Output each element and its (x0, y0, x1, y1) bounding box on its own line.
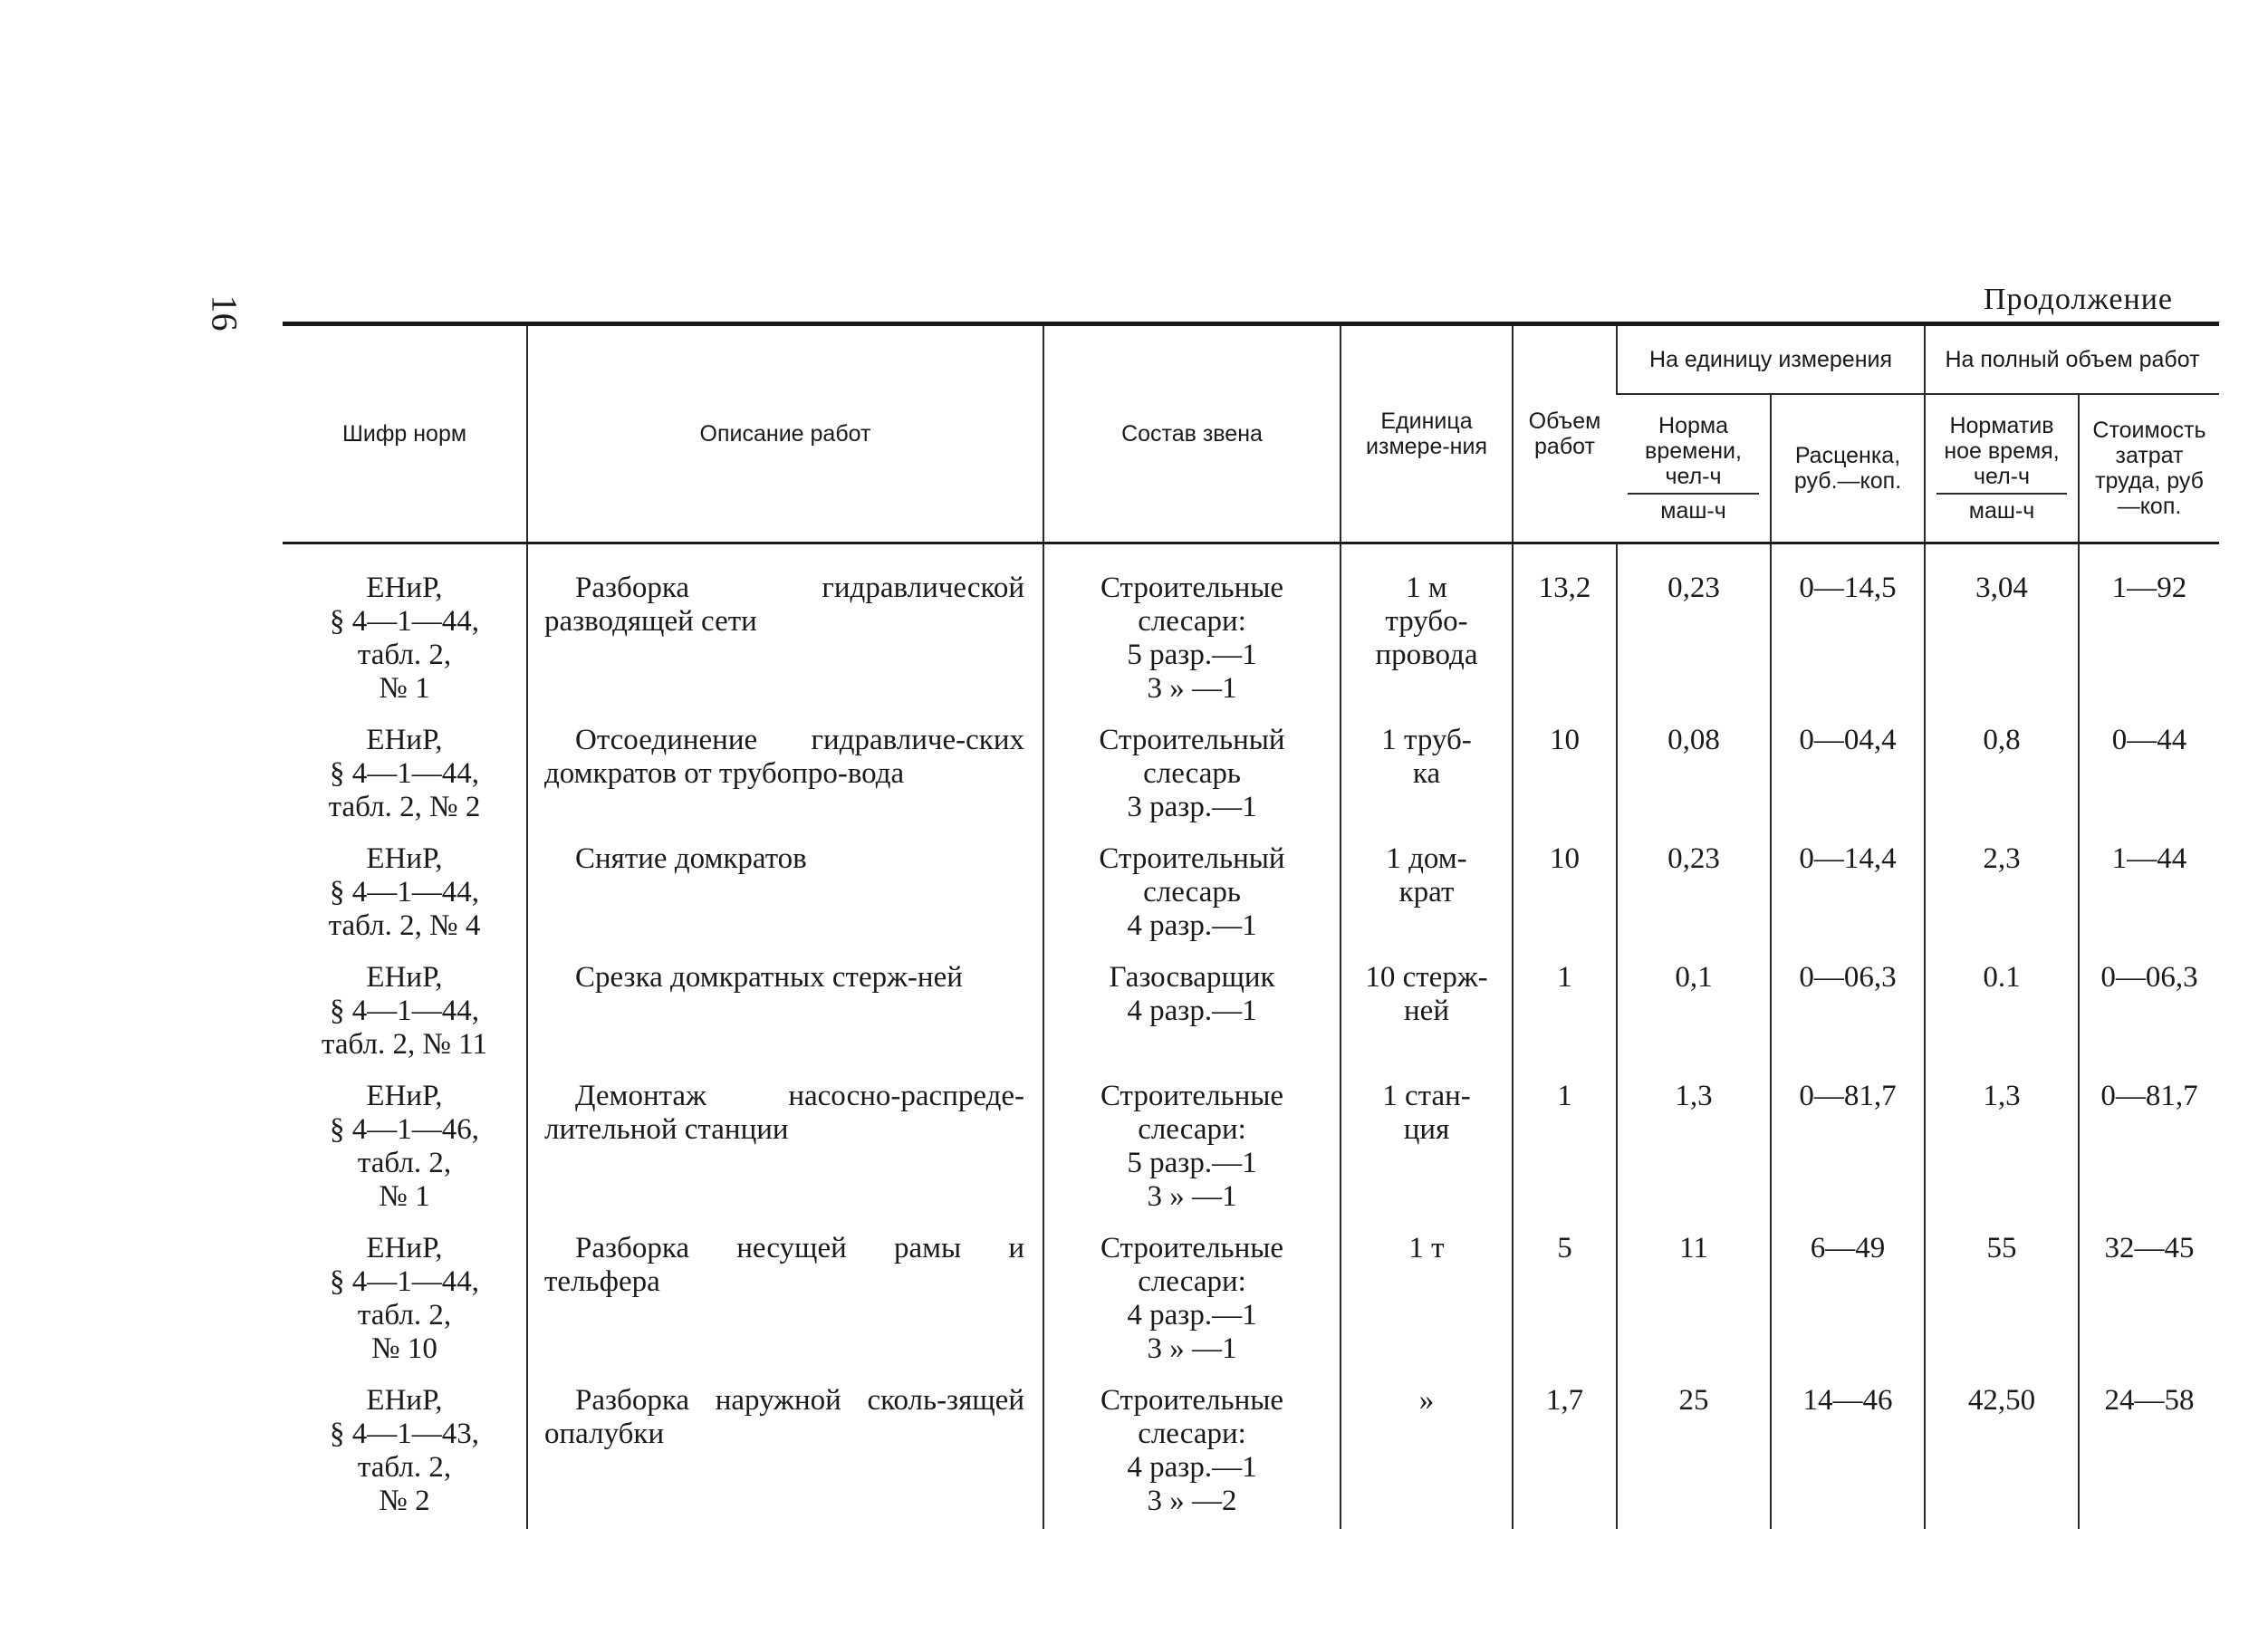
cell-norm-time: 25 (1617, 1377, 1771, 1529)
header-total-time (1925, 394, 2079, 543)
cell-volume: 1,7 (1513, 1377, 1617, 1529)
cell-price: 0—81,7 (1771, 1072, 1925, 1225)
table-row (283, 1377, 2219, 1529)
norms-table-container (283, 322, 2219, 1529)
cell-code: ЕНиР, § 4—1—44, табл. 2, № 10 (330, 1232, 479, 1365)
table-row (283, 1072, 2219, 1225)
cell-total-time: 0,8 (1925, 716, 2079, 835)
cell-volume: 10 (1513, 716, 1617, 835)
cell-norm-time: 0,23 (1617, 543, 1771, 717)
cell-unit: 1 м трубо- провода (1341, 543, 1513, 717)
cell-norm-time: 1,3 (1617, 1072, 1771, 1225)
cell-unit: » (1341, 1377, 1513, 1529)
cell-volume: 5 (1513, 1225, 1617, 1377)
cell-description-text: Отсоединение гидравличе-ских домкратов от трубопро-вода (544, 724, 1024, 790)
cell-unit: 1 труб- ка (1341, 716, 1513, 835)
cell-description (527, 954, 1043, 1072)
cell-total-time: 3,04 (1925, 543, 2079, 717)
cell-total-time: 0.1 (1925, 954, 2079, 1072)
cell-unit: 1 дом- крат (1341, 835, 1513, 954)
cell-volume: 13,2 (1513, 543, 1617, 717)
cell-description (527, 835, 1043, 954)
cell-description-text: Снятие домкратов (575, 842, 807, 875)
cell-description-text: Срезка домкратных стерж-ней (575, 961, 963, 994)
cell-crew: Строительный слесарь 4 разр.—1 (1043, 835, 1341, 954)
cell-total-cost: 24—58 (2079, 1377, 2219, 1529)
table-header (283, 324, 2219, 543)
header-total-group: На полный объем работ (1925, 324, 2219, 395)
cell-volume: 1 (1513, 1072, 1617, 1225)
cell-crew: Газосварщик 4 разр.—1 (1043, 954, 1341, 1072)
cell-price: 0—04,4 (1771, 716, 1925, 835)
header-volume: Объем работ (1513, 324, 1617, 543)
cell-unit: 1 стан- ция (1341, 1072, 1513, 1225)
cell-code: ЕНиР, § 4—1—44, табл. 2, № 4 (328, 842, 481, 942)
header-total-time-top: Норматив ное время, чел-ч (1936, 413, 2067, 495)
header-per-unit-group: На единицу измерения (1617, 324, 1925, 395)
cell-description-text: Разборка наружной сколь-зящей опалубки (544, 1384, 1024, 1450)
cell-total-cost: 32—45 (2079, 1225, 2219, 1377)
header-crew: Состав звена (1043, 324, 1341, 543)
norms-table (283, 322, 2219, 1529)
cell-crew: Строительные слесари: 4 разр.—1 3 » —1 (1043, 1225, 1341, 1377)
cell-norm-time: 0,08 (1617, 716, 1771, 835)
cell-unit: 10 стерж- ней (1341, 954, 1513, 1072)
cell-total-time: 2,3 (1925, 835, 2079, 954)
cell-price: 0—06,3 (1771, 954, 1925, 1072)
cell-total-cost: 0—44 (2079, 716, 2219, 835)
cell-total-cost: 0—06,3 (2079, 954, 2219, 1072)
cell-norm-time: 0,1 (1617, 954, 1771, 1072)
header-total-time-bottom: маш-ч (1968, 498, 2035, 524)
cell-norm-time: 11 (1617, 1225, 1771, 1377)
cell-code: ЕНиР, § 4—1—44, табл. 2, № 11 (322, 961, 487, 1061)
cell-total-time: 42,50 (1925, 1377, 2079, 1529)
header-norm-time-bottom: маш-ч (1660, 498, 1726, 524)
table-row (283, 1225, 2219, 1377)
cell-price: 6—49 (1771, 1225, 1925, 1377)
cell-code: ЕНиР, § 4—1—46, табл. 2, № 1 (330, 1080, 479, 1213)
header-norm-time (1617, 394, 1771, 543)
cell-norm-time: 0,23 (1617, 835, 1771, 954)
cell-crew: Строительные слесари: 5 разр.—1 3 » —1 (1043, 1072, 1341, 1225)
cell-total-time: 1,3 (1925, 1072, 2079, 1225)
table-row (283, 835, 2219, 954)
table-row (283, 543, 2219, 717)
cell-description (527, 716, 1043, 835)
cell-volume: 1 (1513, 954, 1617, 1072)
cell-description-text: Разборка гидравлической разводящей сети (544, 572, 1024, 638)
cell-description-text: Разборка несущей рамы и тельфера (544, 1232, 1024, 1298)
cell-crew: Строительные слесари: 5 разр.—1 3 » —1 (1043, 543, 1341, 717)
cell-description (527, 1072, 1043, 1225)
cell-total-cost: 1—92 (2079, 543, 2219, 717)
cell-code: ЕНиР, § 4—1—44, табл. 2, № 1 (330, 572, 479, 705)
cell-code: ЕНиР, § 4—1—43, табл. 2, № 2 (330, 1384, 479, 1517)
continuation-label: Продолжение (1984, 283, 2174, 316)
table-row (283, 954, 2219, 1072)
cell-description (527, 543, 1043, 717)
cell-code: ЕНиР, § 4—1—44, табл. 2, № 2 (328, 724, 481, 823)
page-number: 16 (204, 294, 245, 332)
cell-price: 0—14,5 (1771, 543, 1925, 717)
cell-price: 14—46 (1771, 1377, 1925, 1529)
cell-price: 0—14,4 (1771, 835, 1925, 954)
header-description: Описание работ (527, 324, 1043, 543)
header-price: Расценка, руб.—коп. (1771, 394, 1925, 543)
cell-volume: 10 (1513, 835, 1617, 954)
cell-description-text: Демонтаж насосно-распреде-лительной станции (544, 1080, 1024, 1146)
cell-total-cost: 0—81,7 (2079, 1072, 2219, 1225)
cell-total-time: 55 (1925, 1225, 2079, 1377)
cell-crew: Строительные слесари: 4 разр.—1 3 » —2 (1043, 1377, 1341, 1529)
cell-total-cost: 1—44 (2079, 835, 2219, 954)
header-unit: Единица измере-ния (1341, 324, 1513, 543)
header-norm-time-top: Норма времени, чел-ч (1628, 413, 1759, 495)
header-code: Шифр норм (283, 324, 527, 543)
cell-crew: Строительный слесарь 3 разр.—1 (1043, 716, 1341, 835)
cell-description (527, 1225, 1043, 1377)
table-row (283, 716, 2219, 835)
table-body (283, 543, 2219, 1530)
header-total-cost: Стоимость затрат труда, руб —коп. (2079, 394, 2219, 543)
cell-description (527, 1377, 1043, 1529)
cell-unit: 1 т (1341, 1225, 1513, 1377)
